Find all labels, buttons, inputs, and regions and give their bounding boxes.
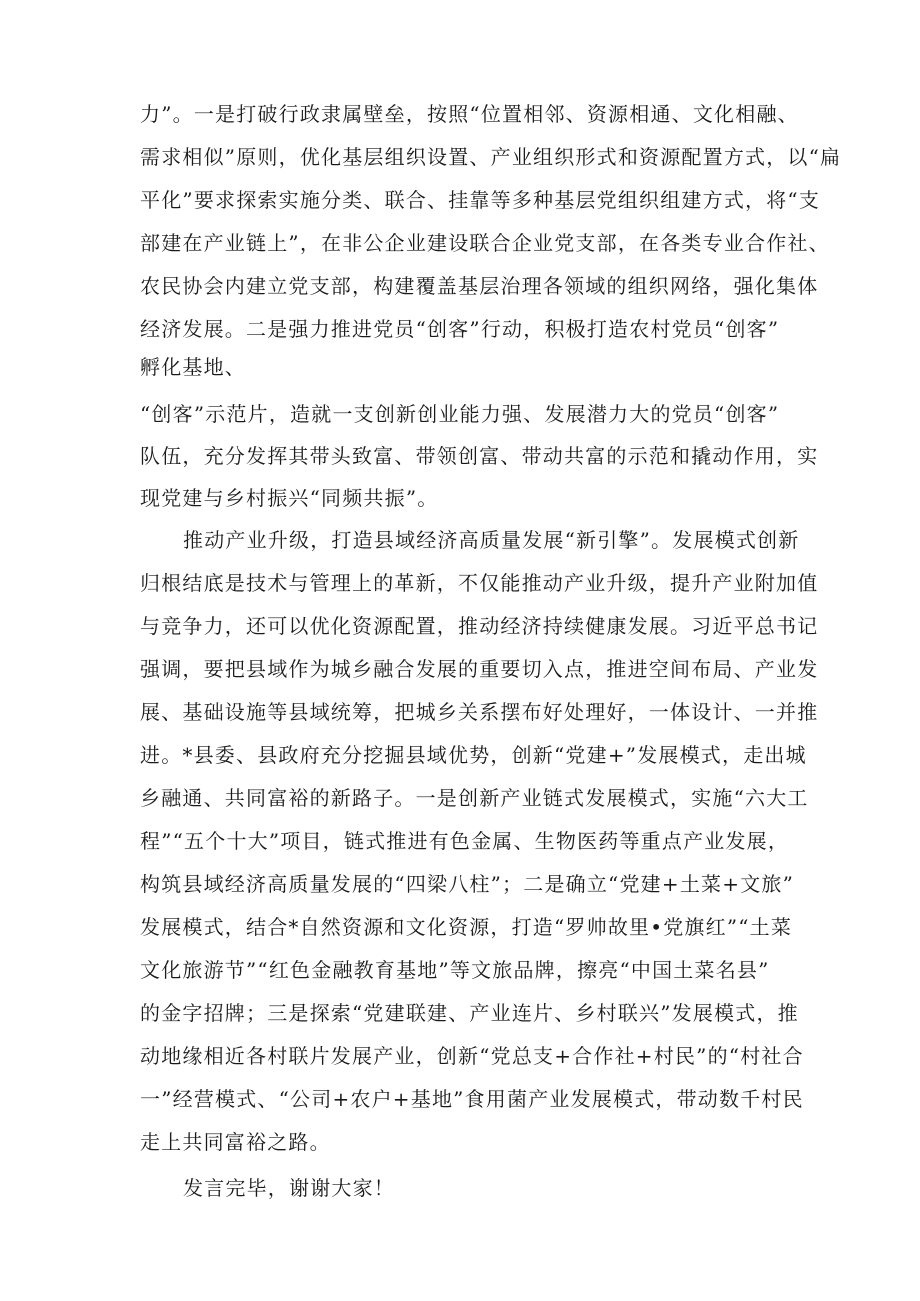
paragraph-first-line: 推动产业升级，打造县域经济高质量发展“新引擎”。发展模式创新 (183, 528, 800, 552)
text-line: 部建在产业链上”，在非公企业建设联合企业党支部，在各类专业合作社、 (140, 231, 830, 255)
text-line: 一”经营模式、“公司+农户+基地”食用菌产业发展模式，带动数千村民 (140, 1087, 804, 1111)
text-line: 乡融通、共同富裕的新路子。一是创新产业链式发展模式，实施“六大工 (140, 786, 809, 810)
text-line: 农民协会内建立党支部，构建覆盖基层治理各领域的组织网络，强化集体 (140, 274, 819, 298)
text-line: 进。*县委、县政府充分挖掘县域优势，创新“党建+”发展模式，走出城 (140, 743, 807, 767)
text-line: 队伍，充分发挥其带头致富、带领创富、带动共富的示范和撬动作用，实 (140, 444, 819, 468)
text-line: 的金字招牌；三是探索“党建联建、产业连片、乡村联兴”发展模式，推 (140, 1001, 799, 1025)
closing-remark: 发言完毕，谢谢大家！ (183, 1176, 395, 1200)
text-line: 平化”要求探索实施分类、联合、挂靠等多种基层党组织组建方式，将“支 (140, 188, 821, 212)
text-line: 走上共同富裕之路。 (140, 1130, 331, 1154)
text-line: “创客”示范片，造就一支创新创业能力强、发展潜力大的党员“创客” (140, 402, 780, 426)
text-line: 动地缘相近各村联片发展产业，创新“党总支+合作社+村民”的“村社合 (140, 1044, 804, 1068)
text-line: 发展模式，结合*自然资源和文化资源，打造“罗帅故里•党旗红”“土菜 (140, 915, 793, 939)
text-line: 需求相似”原则，优化基层组织设置、产业组织形式和资源配置方式，以“扁 (140, 145, 842, 169)
text-line: 经济发展。二是强力推进党员“创客”行动，积极打造农村党员“创客” (140, 317, 780, 341)
text-line: 程”“五个十大”项目，链式推进有色金属、生物医药等重点产业发展， (140, 829, 790, 853)
text-line: 与竞争力，还可以优化资源配置，推动经济持续健康发展。习近平总书记 (140, 614, 819, 638)
text-line: 构筑县域经济高质量发展的“四梁八柱”；二是确立“党建+土菜+文旅” (140, 872, 795, 896)
text-line: 现党建与乡村振兴“同频共振”。 (140, 486, 439, 510)
text-line: 强调，要把县域作为城乡融合发展的重要切入点，推进空间布局、产业发 (140, 657, 819, 681)
text-line: 文化旅游节”“红色金融教育基地”等文旅品牌，擦亮“中国土菜名县” (140, 958, 770, 982)
text-line: 力”。一是打破行政隶属壁垒，按照“位置相邻、资源相通、文化相融、 (140, 102, 799, 126)
text-line: 归根结底是技术与管理上的革新，不仅能推动产业升级，提升产业附加值 (140, 571, 819, 595)
text-line: 展、基础设施等县域统筹，把城乡关系摆布好处理好，一体设计、一并推 (140, 700, 819, 724)
text-line: 孵化基地、 (140, 355, 246, 379)
